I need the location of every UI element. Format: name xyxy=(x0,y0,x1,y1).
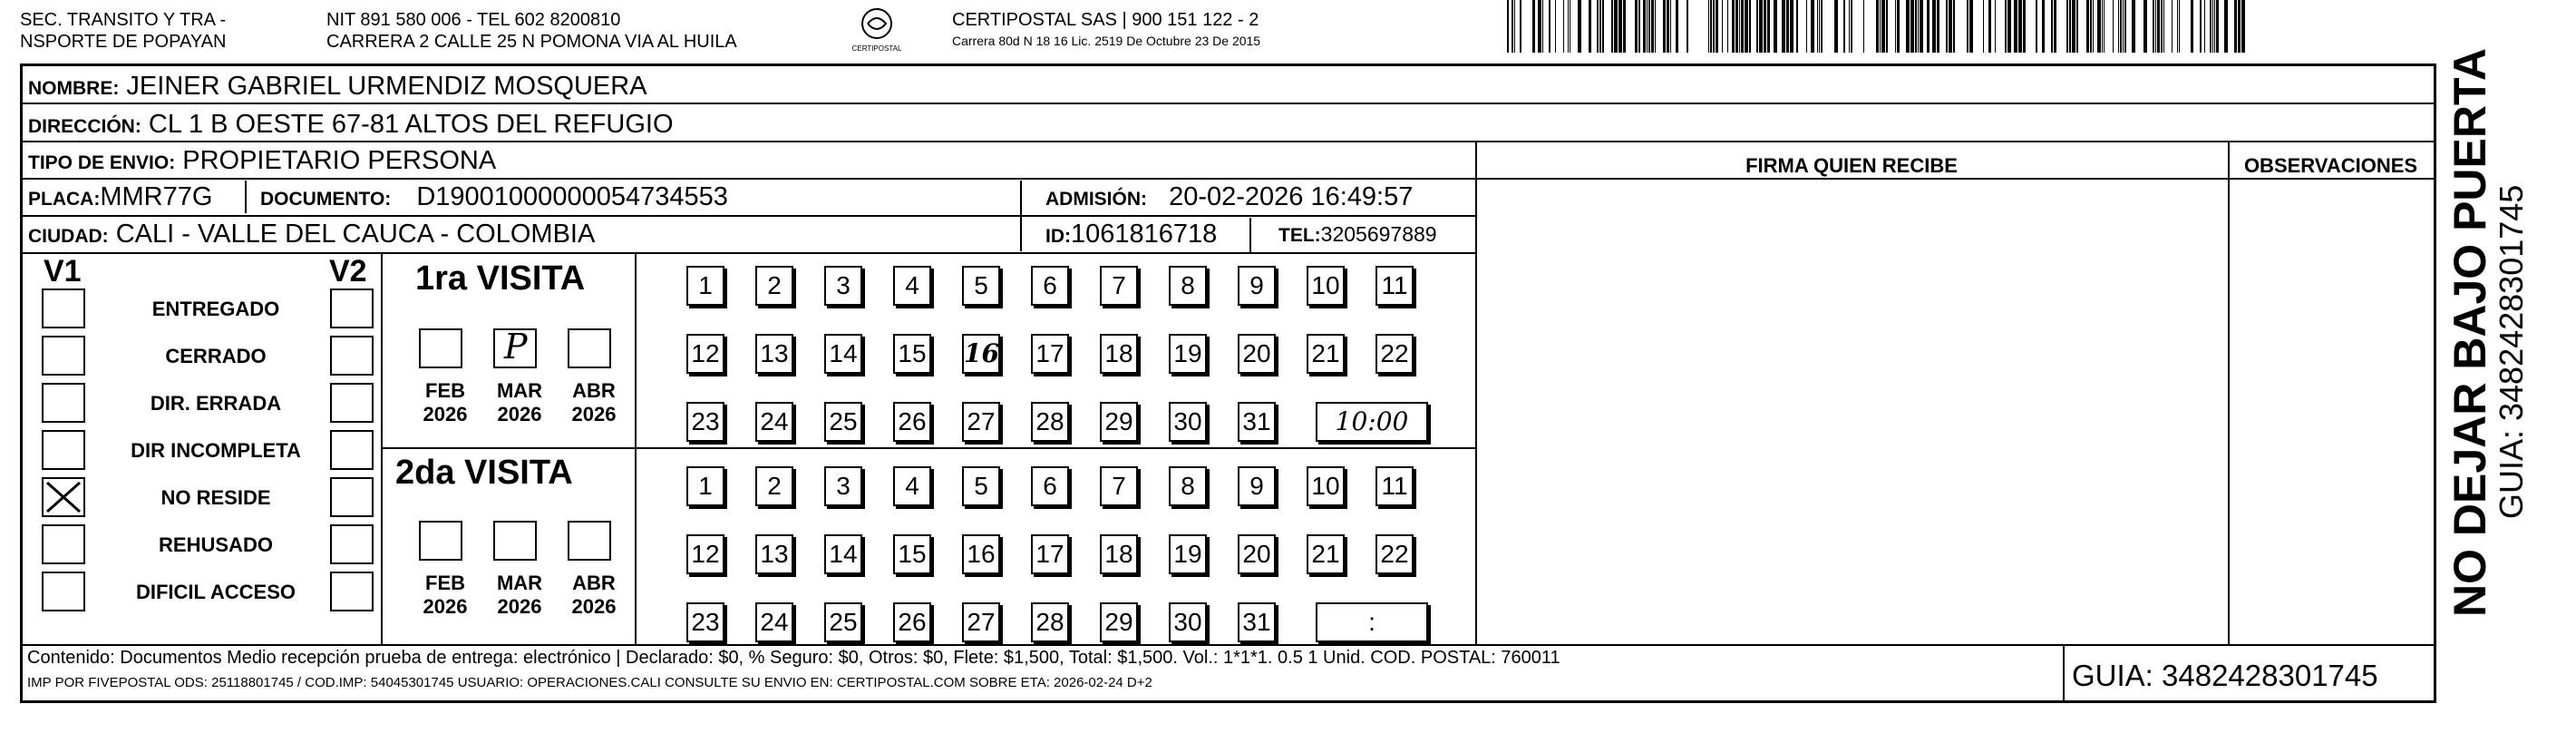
direccion-label: DIRECCIÓN: xyxy=(28,116,141,137)
barcode-bar xyxy=(1932,0,1936,53)
barcode-bar xyxy=(2241,0,2245,53)
barcode-bar xyxy=(2172,0,2173,53)
barcode-bar xyxy=(1843,0,1845,53)
time-box[interactable]: 10:00 xyxy=(1316,402,1428,442)
barcode-bar xyxy=(1635,0,1638,53)
handwritten-mark: P xyxy=(504,327,528,367)
tipo-value: PROPIETARIO PERSONA xyxy=(182,146,497,175)
barcode-bar xyxy=(1655,0,1656,53)
year-label: 2026 xyxy=(497,403,542,425)
barcode-bar xyxy=(2155,0,2156,53)
tel-label: TEL: xyxy=(1278,225,1321,246)
barcode-bar xyxy=(1988,0,1991,53)
barcode-bar xyxy=(1817,0,1818,53)
barcode-bar xyxy=(2177,0,2178,53)
barcode-bar xyxy=(1716,0,1718,53)
barcode-bar xyxy=(1602,0,1604,53)
barcode-bar xyxy=(2124,0,2126,53)
barcode-bar xyxy=(2054,0,2056,53)
v2-checkbox[interactable] xyxy=(330,477,374,517)
barcode-bar xyxy=(1819,0,1820,53)
footer-guia: GUIA: 3482428301745 xyxy=(2072,659,2378,692)
barcode-bar xyxy=(1710,0,1712,53)
day-box[interactable]: 30 xyxy=(1169,402,1207,442)
barcode-bar xyxy=(2191,0,2193,53)
day-box[interactable]: 2 xyxy=(755,466,793,506)
id-value: 1061816718 xyxy=(1071,220,1218,249)
month-label: ABR xyxy=(572,379,616,402)
barcode-bar xyxy=(1741,0,1744,53)
barcode-bar xyxy=(2214,0,2215,53)
barcode-bar xyxy=(1915,0,1917,53)
barcode-bar xyxy=(1953,0,1955,53)
day-box[interactable]: 23 xyxy=(686,602,724,642)
day-box[interactable]: 15 xyxy=(893,534,931,574)
day-box[interactable]: 19 xyxy=(1169,534,1207,574)
admision-label: ADMISIÓN: xyxy=(1045,189,1147,210)
barcode-bar xyxy=(1555,0,1556,53)
barcode xyxy=(1505,0,2258,54)
day-box[interactable]: 16 xyxy=(962,534,1000,574)
v1-checkbox[interactable] xyxy=(42,430,85,470)
barcode-bar xyxy=(1663,0,1666,53)
barcode-bar xyxy=(1623,0,1626,53)
status-option-label: CERRADO xyxy=(165,345,267,367)
v1-checkbox[interactable] xyxy=(42,383,85,423)
barcode-bar xyxy=(1687,0,1688,53)
ciudad-value: CALI - VALLE DEL CAUCA - COLOMBIA xyxy=(115,220,596,249)
day-box[interactable]: 26 xyxy=(893,402,931,442)
barcode-bar xyxy=(1520,0,1521,53)
id-label: ID: xyxy=(1045,226,1071,247)
barcode-bar xyxy=(1532,0,1535,53)
month-label: MAR xyxy=(496,572,543,594)
barcode-bar xyxy=(1806,0,1807,53)
day-box[interactable]: 29 xyxy=(1100,402,1138,442)
barcode-bar xyxy=(2051,0,2053,53)
day-box[interactable]: 8 xyxy=(1169,466,1207,506)
day-box[interactable]: 31 xyxy=(1238,602,1276,642)
barcode-bar xyxy=(1638,0,1640,53)
barcode-bar xyxy=(2238,0,2241,53)
barcode-bar xyxy=(1811,0,1814,53)
day-box[interactable]: 22 xyxy=(1375,334,1414,374)
month-checkbox[interactable] xyxy=(493,328,537,368)
side-text xyxy=(2445,48,2530,617)
v1-checkbox[interactable] xyxy=(42,524,85,564)
barcode-bar xyxy=(2102,0,2103,53)
nombre-value: JEINER GABRIEL URMENDIZ MOSQUERA xyxy=(126,72,647,101)
day-box[interactable]: 21 xyxy=(1307,334,1345,374)
documento-field xyxy=(260,181,728,216)
day-box[interactable]: 16 xyxy=(962,334,1000,374)
barcode-bar xyxy=(1578,0,1581,53)
barcode-bar xyxy=(1786,0,1789,53)
barcode-bar xyxy=(1727,0,1728,53)
barcode-bar xyxy=(2212,0,2213,53)
barcode-bar xyxy=(2204,0,2205,53)
barcode-bar xyxy=(2200,0,2202,53)
barcode-bar xyxy=(1920,0,1923,53)
barcode-bar xyxy=(1796,0,1798,53)
barcode-bar xyxy=(2097,0,2101,53)
barcode-bar xyxy=(1599,0,1601,53)
documento-value: D19001000000054734553 xyxy=(416,182,728,211)
header-nit-line1: NIT 891 580 006 - TEL 602 8200810 xyxy=(326,10,621,30)
v2-checkbox[interactable] xyxy=(330,572,374,611)
barcode-bar xyxy=(2005,0,2007,53)
admision-field xyxy=(1045,181,1413,216)
day-box[interactable]: 10 xyxy=(1307,466,1345,506)
day-box[interactable]: 6 xyxy=(1031,266,1069,306)
footer-imp: IMP POR FIVEPOSTAL ODS: 25118801745 / COD.IMP: 54045301745 USUARIO: OPERACIONES.CALI CONSULTE SU ENVIO EN: CERTIPOSTAL.COM SOBRE ETA: 2026-02-24 D+2 xyxy=(27,675,1152,690)
barcode-bar xyxy=(1946,0,1948,53)
tipo-label: TIPO DE ENVIO: xyxy=(28,152,176,173)
day-box[interactable]: 28 xyxy=(1031,402,1069,442)
month-checkbox[interactable] xyxy=(568,521,611,561)
month-label: MAR xyxy=(496,379,543,402)
v1-checkbox[interactable] xyxy=(42,288,85,328)
day-box[interactable]: 31 xyxy=(1238,402,1276,442)
v2-checkbox[interactable] xyxy=(330,524,374,564)
barcode-bar xyxy=(2123,0,2124,53)
v2-checkbox[interactable] xyxy=(330,383,374,423)
month-label: FEB xyxy=(425,379,465,402)
certipostal-logo xyxy=(843,4,910,54)
day-box[interactable]: 27 xyxy=(962,402,1000,442)
barcode-bar xyxy=(1676,0,1678,53)
barcode-bar xyxy=(1910,0,1914,53)
day-box[interactable]: 4 xyxy=(893,266,931,306)
day-box[interactable]: 11 xyxy=(1375,466,1414,506)
admision-value: 20-02-2026 16:49:57 xyxy=(1169,182,1414,211)
day-box[interactable]: 17 xyxy=(1031,534,1069,574)
barcode-bar xyxy=(2086,0,2089,53)
barcode-bar xyxy=(1648,0,1650,53)
barcode-bar xyxy=(1927,0,1930,53)
barcode-bar xyxy=(1759,0,1763,53)
day-box[interactable]: 9 xyxy=(1238,466,1276,506)
month-label: ABR xyxy=(572,572,616,594)
day-box[interactable]: 12 xyxy=(686,534,724,574)
barcode-bar xyxy=(1739,0,1740,53)
day-box[interactable]: 21 xyxy=(1307,534,1345,574)
barcode-bar xyxy=(1906,0,1910,53)
barcode-bar xyxy=(1767,0,1770,53)
barcode-bar xyxy=(2042,0,2045,53)
status-option-label: DIFICIL ACCESO xyxy=(135,581,296,603)
barcode-bar xyxy=(1542,0,1543,53)
barcode-bar xyxy=(2234,0,2237,53)
row-nombre xyxy=(23,66,2434,104)
observaciones-header: OBSERVACIONES xyxy=(2243,154,2418,177)
x-mark-icon xyxy=(44,479,83,515)
barcode-bar xyxy=(1589,0,1591,53)
row-tipo xyxy=(23,142,1473,179)
day-box[interactable]: 24 xyxy=(755,402,793,442)
barcode-bar xyxy=(1643,0,1646,53)
v1-checkbox[interactable] xyxy=(42,572,85,611)
status-option-label: DIR INCOMPLETA xyxy=(131,439,301,462)
barcode-bar xyxy=(1708,0,1709,53)
day-box[interactable]: 7 xyxy=(1100,466,1138,506)
day-box[interactable]: 12 xyxy=(686,334,724,374)
side-guia: GUIA: 3482428301745 xyxy=(2493,184,2530,519)
barcode-bar xyxy=(1512,0,1513,53)
barcode-bar xyxy=(2018,0,2022,53)
day-box[interactable]: 28 xyxy=(1031,602,1069,642)
barcode-bar xyxy=(1967,0,1968,53)
barcode-bar xyxy=(1949,0,1952,53)
day-box[interactable]: 10 xyxy=(1307,266,1345,306)
barcode-bar xyxy=(2132,0,2135,53)
header-company-line1: CERTIPOSTAL SAS | 900 151 122 - 2 xyxy=(952,10,1259,30)
nombre-label: NOMBRE: xyxy=(28,78,120,99)
header-company-line2: Carrera 80d N 18 16 Lic. 2519 De Octubre 23 De 2015 xyxy=(952,34,1261,48)
day-box[interactable]: 29 xyxy=(1100,602,1138,642)
barcode-bar xyxy=(1614,0,1618,53)
barcode-bar xyxy=(2072,0,2075,53)
side-warning: NO DEJAR BAJO PUERTA xyxy=(2445,48,2495,617)
day-box[interactable]: 27 xyxy=(962,602,1000,642)
barcode-bar xyxy=(1619,0,1622,53)
barcode-bar xyxy=(2069,0,2071,53)
year-label: 2026 xyxy=(497,595,542,618)
day-box[interactable]: 25 xyxy=(824,602,862,642)
header-nit xyxy=(326,9,737,53)
barcode-bar xyxy=(2090,0,2092,53)
day-box[interactable]: 18 xyxy=(1100,334,1138,374)
barcode-bar xyxy=(2224,0,2228,53)
barcode-bar xyxy=(1821,0,1823,53)
month-checkbox[interactable] xyxy=(493,521,537,561)
barcode-bar xyxy=(1745,0,1748,53)
barcode-bar xyxy=(1876,0,1879,53)
logo-text: CERTIPOSTAL xyxy=(851,44,902,53)
v1-label: V1 xyxy=(44,254,82,288)
placa-field xyxy=(28,181,212,216)
header-org-line1: SEC. TRANSITO Y TRA - xyxy=(20,10,227,30)
barcode-bar xyxy=(2153,0,2154,53)
direccion-value: CL 1 B OESTE 67-81 ALTOS DEL REFUGIO xyxy=(148,110,674,139)
ciudad-field xyxy=(28,218,595,253)
placa-label: PLACA: xyxy=(28,189,101,210)
placa-value: MMR77G xyxy=(100,182,213,211)
barcode-bar xyxy=(2113,0,2114,53)
barcode-bar xyxy=(2179,0,2180,53)
day-box[interactable]: 13 xyxy=(755,534,793,574)
row-ciudad xyxy=(23,218,1475,250)
tel-field xyxy=(1278,218,1437,252)
barcode-bar xyxy=(1611,0,1613,53)
status-option-label: ENTREGADO xyxy=(151,298,280,320)
barcode-bar xyxy=(2014,0,2017,53)
barcode-bar xyxy=(1782,0,1785,53)
header-org-line2: NSPORTE DE POPAYAN xyxy=(20,32,227,52)
time-box[interactable]: : xyxy=(1316,602,1428,642)
barcode-bar xyxy=(1563,0,1564,53)
barcode-bar xyxy=(2104,0,2105,53)
barcode-bar xyxy=(1983,0,1984,53)
barcode-bar xyxy=(1969,0,1973,53)
barcode-bar xyxy=(1895,0,1896,53)
documento-label: DOCUMENTO: xyxy=(260,189,392,210)
v1-checkbox[interactable] xyxy=(42,336,85,376)
barcode-bar xyxy=(2036,0,2037,53)
barcode-bar xyxy=(1651,0,1654,53)
barcode-bar xyxy=(2161,0,2163,53)
month-checkbox[interactable] xyxy=(419,328,462,368)
day-box[interactable]: 14 xyxy=(824,534,862,574)
year-label: 2026 xyxy=(423,595,468,618)
barcode-bar xyxy=(1756,0,1758,53)
barcode-bar xyxy=(1851,0,1852,53)
barcode-bar xyxy=(1538,0,1541,53)
barcode-bar xyxy=(1670,0,1671,53)
barcode-bar xyxy=(1774,0,1777,53)
barcode-bar xyxy=(2093,0,2094,53)
v1-checkbox[interactable] xyxy=(42,477,85,517)
v2-checkbox[interactable] xyxy=(330,430,374,470)
day-box[interactable]: 22 xyxy=(1375,534,1414,574)
barcode-bar xyxy=(1597,0,1599,53)
barcode-bar xyxy=(1735,0,1738,53)
id-field xyxy=(1045,218,1217,253)
status-option-label: REHUSADO xyxy=(159,533,273,556)
barcode-bar xyxy=(1995,0,1996,53)
header-org xyxy=(20,9,226,53)
barcode-bar xyxy=(1880,0,1881,53)
day-box[interactable]: 15 xyxy=(893,334,931,374)
day-box[interactable]: 3 xyxy=(824,266,862,306)
day-box[interactable]: 23 xyxy=(686,402,724,442)
barcode-bar xyxy=(1790,0,1793,53)
v2-checkbox[interactable] xyxy=(330,288,374,328)
day-box[interactable]: 5 xyxy=(962,466,1000,506)
day-box[interactable]: 4 xyxy=(893,466,931,506)
barcode-bar xyxy=(1732,0,1735,53)
row-direccion xyxy=(23,104,2434,142)
barcode-bar xyxy=(1568,0,1569,53)
year-label: 2026 xyxy=(571,595,617,618)
barcode-bar xyxy=(2143,0,2147,53)
visit1-title: 1ra VISITA xyxy=(415,259,586,298)
header-company xyxy=(952,9,1260,49)
barcode-bar xyxy=(1918,0,1919,53)
barcode-bar xyxy=(1549,0,1550,53)
barcode-bar xyxy=(2118,0,2119,53)
day-box[interactable]: 6 xyxy=(1031,466,1069,506)
day-box[interactable]: 26 xyxy=(893,602,931,642)
footer-contenido: Contenido: Documentos Medio recepción prueba de entrega: electrónico | Declarado: $0, % Seguro: $0, Otros: $0, Flete: $1,500, Total: $1,500. Vol.: 1*1*1. 0.5 1 Unid. COD. POSTAL: 760011 xyxy=(27,648,1560,668)
barcode-bar xyxy=(1937,0,1939,53)
barcode-bar xyxy=(1886,0,1888,53)
day-box[interactable]: 1 xyxy=(686,266,724,306)
day-box[interactable]: 20 xyxy=(1238,534,1276,574)
barcode-bar xyxy=(1749,0,1751,53)
barcode-bar xyxy=(2076,0,2078,53)
barcode-bar xyxy=(2007,0,2011,53)
status-option-label: NO RESIDE xyxy=(160,486,271,509)
barcode-bar xyxy=(1647,0,1648,53)
barcode-bar xyxy=(1834,0,1838,53)
ciudad-label: CIUDAD: xyxy=(28,226,109,247)
day-box[interactable]: 17 xyxy=(1031,334,1069,374)
day-box[interactable]: 24 xyxy=(755,602,793,642)
day-box[interactable]: 30 xyxy=(1169,602,1207,642)
barcode-bar xyxy=(1863,0,1864,53)
barcode-bar xyxy=(1764,0,1766,53)
barcode-bar xyxy=(2216,0,2219,53)
day-box[interactable]: 19 xyxy=(1169,334,1207,374)
day-box[interactable]: 20 xyxy=(1238,334,1276,374)
barcode-bar xyxy=(1667,0,1669,53)
barcode-bar xyxy=(1881,0,1885,53)
barcode-bar xyxy=(2157,0,2160,53)
tel-value: 3205697889 xyxy=(1320,222,1437,246)
barcode-bar xyxy=(1713,0,1715,53)
day-box[interactable]: 1 xyxy=(686,466,724,506)
day-box[interactable]: 9 xyxy=(1238,266,1276,306)
year-label: 2026 xyxy=(571,403,617,425)
month-label: FEB xyxy=(425,572,465,594)
year-label: 2026 xyxy=(423,403,468,425)
day-box[interactable]: 3 xyxy=(824,466,862,506)
day-box[interactable]: 18 xyxy=(1100,534,1138,574)
day-box[interactable]: 25 xyxy=(824,402,862,442)
day-box[interactable]: 7 xyxy=(1100,266,1138,306)
visit2-title: 2da VISITA xyxy=(395,454,573,492)
barcode-bar xyxy=(2023,0,2026,53)
month-checkbox[interactable] xyxy=(419,521,462,561)
row-placa xyxy=(23,181,1475,213)
header-nit-line2: CARRERA 2 CALLE 25 N POMONA VIA AL HUILA xyxy=(326,32,737,52)
status-option-label: DIR. ERRADA xyxy=(150,392,282,415)
barcode-bar xyxy=(2163,0,2164,53)
barcode-bar xyxy=(1507,0,1509,53)
barcode-bar xyxy=(1514,0,1515,53)
day-box[interactable]: 14 xyxy=(824,334,862,374)
month-checkbox[interactable] xyxy=(568,328,611,368)
v2-checkbox[interactable] xyxy=(330,336,374,376)
barcode-bar xyxy=(1849,0,1850,53)
v2-label: V2 xyxy=(329,254,367,288)
barcode-bar xyxy=(2210,0,2211,53)
day-box[interactable]: 11 xyxy=(1375,266,1414,306)
barcode-bar xyxy=(1897,0,1900,53)
day-box[interactable]: 13 xyxy=(755,334,793,374)
firma-header: FIRMA QUIEN RECIBE xyxy=(1745,154,1958,177)
barcode-bar xyxy=(2066,0,2068,53)
day-box[interactable]: 5 xyxy=(962,266,1000,306)
barcode-bar xyxy=(2120,0,2122,53)
day-box[interactable]: 8 xyxy=(1169,266,1207,306)
barcode-bar xyxy=(1722,0,1723,53)
day-box[interactable]: 2 xyxy=(755,266,793,306)
